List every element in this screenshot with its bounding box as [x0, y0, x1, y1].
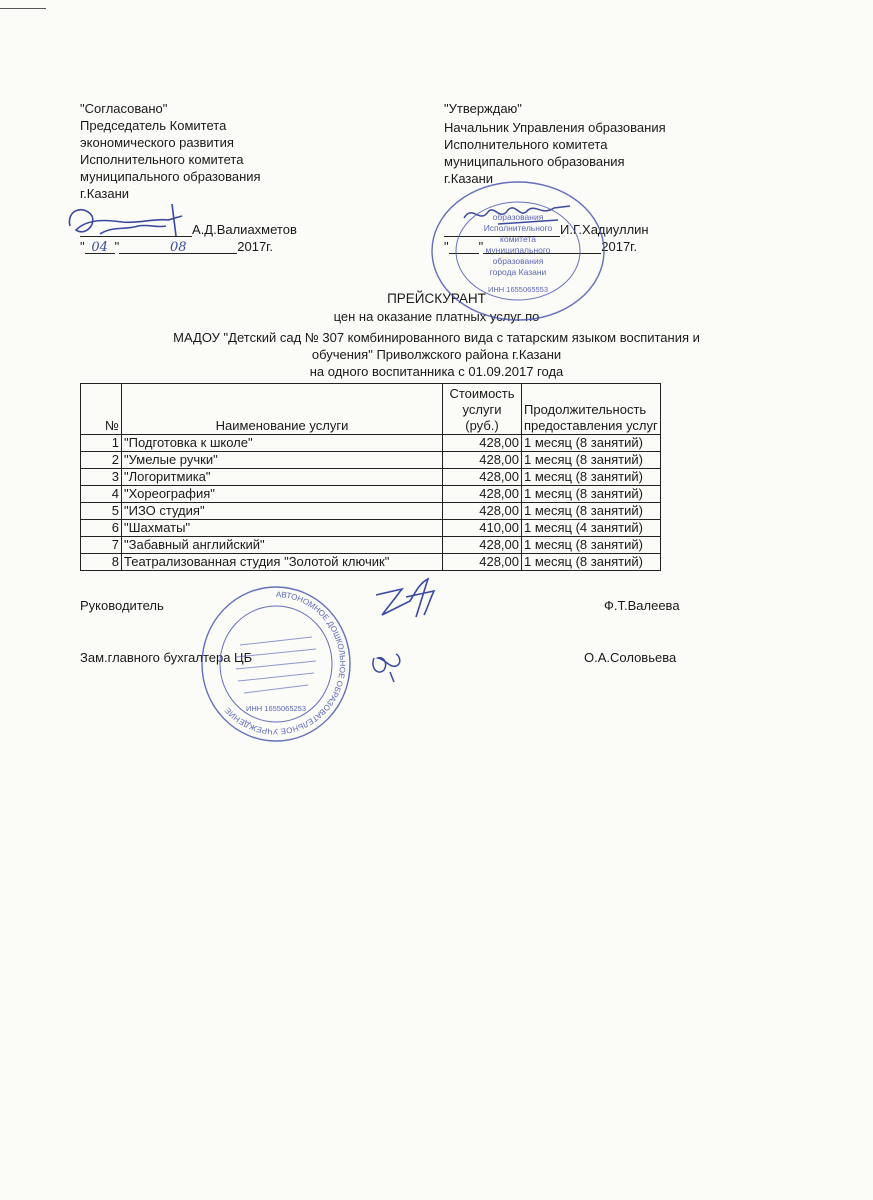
- header-duration: Продолжительность предоставления услуг: [522, 384, 661, 435]
- agreed-header: "Согласовано": [80, 101, 168, 116]
- signature-valeeva: [372, 575, 442, 621]
- table-row: 4 "Хореография" 428,00 1 месяц (8 занятий): [81, 486, 661, 503]
- document-title: ПРЕЙСКУРАНТ: [387, 291, 486, 306]
- approve-line: г.Казани: [444, 171, 494, 186]
- table-row: 2 "Умелые ручки" 428,00 1 месяц (8 занятий): [81, 452, 661, 469]
- agreed-date-month: 08: [169, 240, 187, 255]
- agreed-line: экономического развития: [80, 135, 234, 150]
- agreed-block: [80, 100, 261, 202]
- agreed-date-line: " 04 " 08 2017г.: [80, 239, 273, 255]
- table-row: 6 "Шахматы" 410,00 1 месяц (4 занятий): [81, 520, 661, 537]
- agreed-line: муниципального образования: [80, 169, 261, 184]
- header-cost: Стоимость услуги (руб.): [443, 384, 522, 435]
- svg-text:Исполнительного: Исполнительного: [483, 223, 553, 233]
- price-basis: на одного воспитанника с 01.09.2017 года: [309, 364, 564, 379]
- agreed-line: Исполнительного комитета: [80, 152, 244, 167]
- svg-text:муниципального: муниципального: [485, 245, 551, 255]
- signature-valiakhmetov: [62, 196, 192, 256]
- head-title: Руководитель: [80, 598, 164, 613]
- approve-line: муниципального образования: [444, 154, 625, 169]
- table-row: 3 "Логоритмика" 428,00 1 месяц (8 занятий): [81, 469, 661, 486]
- svg-text:образования: образования: [492, 212, 544, 222]
- approve-date-line: " " 2017г.: [444, 239, 637, 254]
- approve-date-year: 2017г.: [601, 239, 637, 254]
- agreed-line: г.Казани: [80, 186, 130, 201]
- table-row: 7 "Забавный английский" 428,00 1 месяц (8 занятий): [81, 537, 661, 554]
- svg-text:образования: образования: [492, 256, 544, 266]
- svg-text:ИНН 1655065553: ИНН 1655065553: [487, 285, 549, 294]
- organization-line-2: обучения" Приволжского района г.Казани: [311, 347, 562, 362]
- table-row: 1 "Подготовка к школе" 428,00 1 месяц (8 занятий): [81, 435, 661, 452]
- document-subtitle: цен на оказание платных услуг по: [333, 309, 540, 324]
- approve-block: [444, 100, 666, 187]
- svg-text:города Казани: города Казани: [489, 267, 547, 277]
- kindergarten-stamp: [200, 585, 352, 743]
- approve-line: Исполнительного комитета: [444, 137, 608, 152]
- table-header-row: [81, 384, 661, 435]
- table-row: 5 "ИЗО студия" 428,00 1 месяц (8 занятий): [81, 503, 661, 520]
- agreed-signer: А.Д.Валиахметов: [192, 222, 297, 237]
- signature-solovyeva: [368, 646, 408, 686]
- svg-text:АВТОНОМНОЕ ДОШКОЛЬНОЕ ОБРАЗОВА: АВТОНОМНОЕ ДОШКОЛЬНОЕ ОБРАЗОВАТЕЛЬНОЕ УЧРЕЖДЕНИЕ: [223, 589, 347, 737]
- committee-stamp: [430, 180, 606, 322]
- header-num: №: [81, 384, 122, 435]
- price-table: [80, 383, 661, 571]
- accountant-name: О.А.Соловьева: [584, 650, 677, 665]
- table-row: 8 Театрализованная студия "Золотой ключик" 428,00 1 месяц (8 занятий): [81, 554, 661, 571]
- accountant-title: Зам.главного бухгалтера ЦБ: [80, 650, 253, 665]
- scan-edge-mark: [0, 8, 46, 9]
- header-name: Наименование услуги: [122, 384, 443, 435]
- agreed-line: Председатель Комитета: [80, 118, 227, 133]
- approve-signer: И.Г.Хадиуллин: [560, 222, 649, 237]
- agreed-date-year: 2017г.: [237, 239, 273, 254]
- agreed-date-day: 04: [91, 240, 108, 255]
- organization-line-1: МАДОУ "Детский сад № 307 комбинированного вида с татарским языком воспитания и: [173, 330, 700, 345]
- approve-line: Начальник Управления образования: [444, 120, 666, 135]
- svg-text:комитета: комитета: [500, 234, 536, 244]
- head-name: Ф.Т.Валеева: [604, 598, 680, 613]
- approve-header: "Утверждаю": [444, 101, 522, 116]
- svg-text:ИНН 1655065253: ИНН 1655065253: [245, 704, 307, 713]
